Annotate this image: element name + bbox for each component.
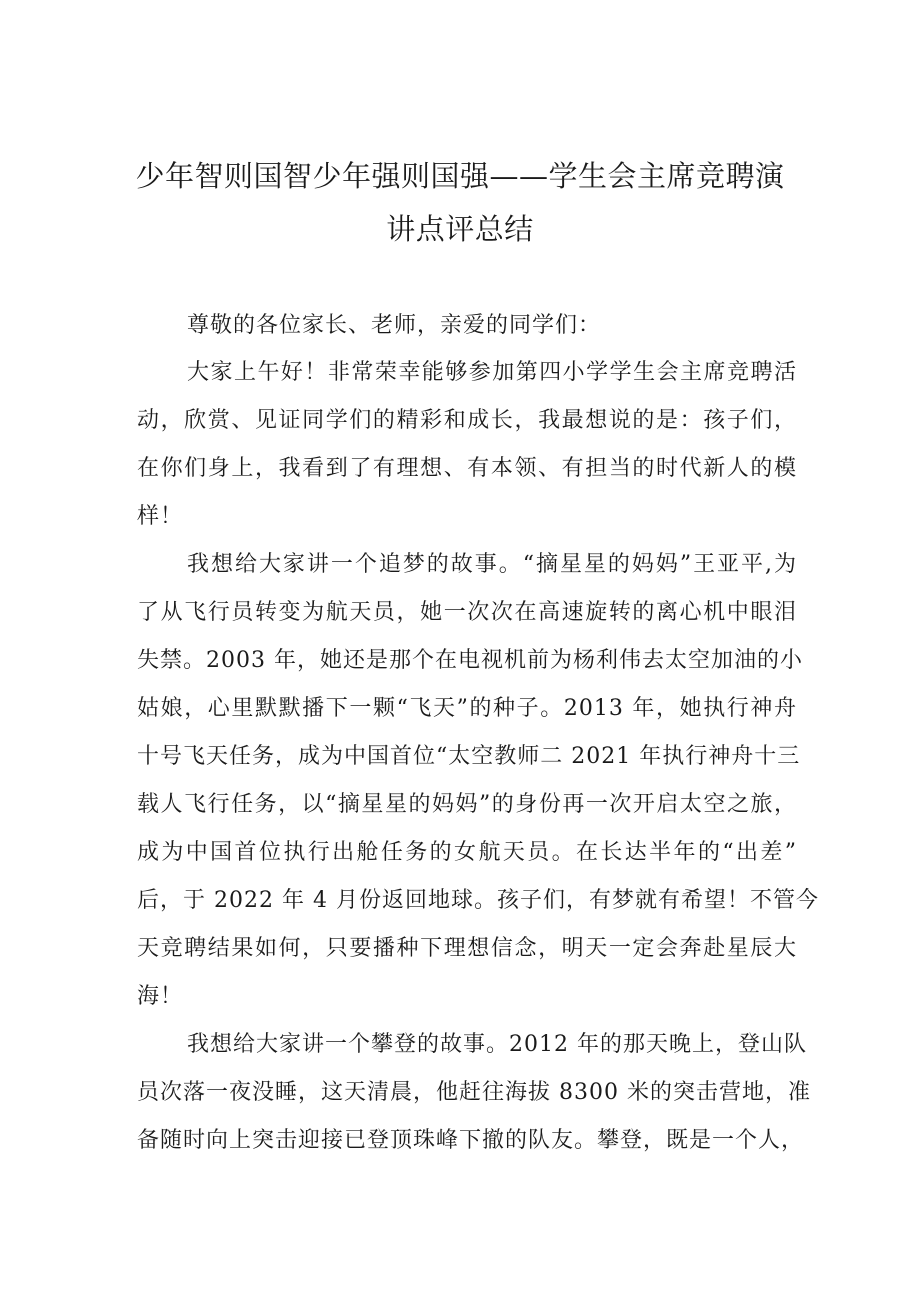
paragraph-line: 天竞聘结果如何，只要播种下理想信念，明天一定会奔赴星辰大 bbox=[137, 936, 797, 961]
paragraph-line: 海！ bbox=[137, 984, 184, 1009]
paragraph-line: 十号飞天任务，成为中国首位“太空教师二 2021 年执行神舟十三 bbox=[137, 744, 801, 769]
paragraph-line: 失禁。2003 年，她还是那个在电视机前为杨利伟去太空加油的小 bbox=[137, 648, 803, 673]
paragraph-line: 载人飞行任务，以“摘星星的妈妈”的身份再一次开启太空之旅， bbox=[137, 792, 797, 817]
paragraph-line: 在你们身上，我看到了有理想、有本领、有担当的时代新人的模 bbox=[137, 456, 797, 481]
paragraph-line: 成为中国首位执行出舱任务的女航天员。在长达半年的“出差” bbox=[137, 840, 797, 865]
paragraph-line: 大家上午好！非常荣幸能够参加第四小学学生会主席竞聘活 bbox=[187, 360, 797, 385]
paragraph-line: 员次落一夜没睡，这天清晨，他赶往海拔 8300 米的突击营地，准 bbox=[137, 1080, 811, 1105]
salutation: 尊敬的各位家长、老师，亲爱的同学们： bbox=[187, 313, 602, 338]
document-title-line-1: 少年智则国智少年强则国强——学生会主席竞聘演 bbox=[135, 159, 785, 193]
paragraph-line: 我想给大家讲一个追梦的故事。“摘星星的妈妈”王亚平,为 bbox=[187, 552, 797, 577]
paragraph-line: 动，欣赏、见证同学们的精彩和成长，我最想说的是：孩子们， bbox=[137, 408, 797, 433]
paragraph-line: 姑娘，心里默默播下一颗“飞天”的种子。2013 年，她执行神舟 bbox=[137, 696, 797, 721]
document-title-line-2: 讲点评总结 bbox=[386, 212, 534, 246]
paragraph-line: 了从飞行员转变为航天员，她一次次在高速旋转的离心机中眼泪 bbox=[137, 600, 797, 625]
paragraph-line: 后，于 2022 年 4 月份返回地球。孩子们，有梦就有希望！不管今 bbox=[137, 888, 819, 913]
paragraph-line: 样！ bbox=[137, 504, 184, 529]
paragraph-line: 我想给大家讲一个攀登的故事。2012 年的那天晚上，登山队 bbox=[187, 1032, 807, 1057]
paragraph-line: 备随时向上突击迎接已登顶珠峰下撤的队友。攀登，既是一个人， bbox=[137, 1128, 805, 1153]
